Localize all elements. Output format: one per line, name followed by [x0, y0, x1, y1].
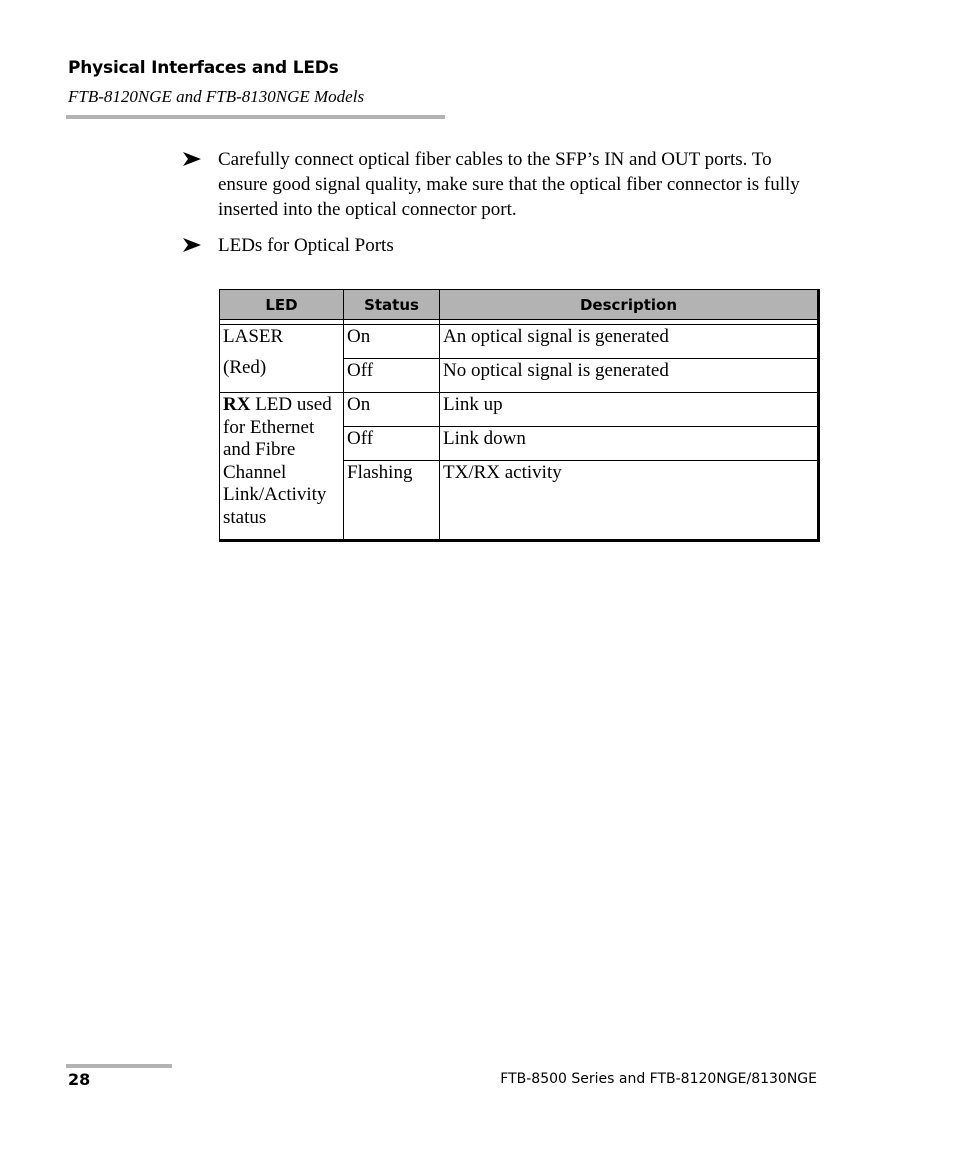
description-cell: An optical signal is generated	[440, 325, 819, 359]
section-subtitle: FTB-8120NGE and FTB-8130NGE Models	[68, 87, 365, 106]
led-table	[219, 289, 820, 542]
column-header-description: Description	[440, 290, 819, 320]
column-header-led: LED	[220, 290, 344, 320]
led-name-bold: RX	[223, 394, 251, 415]
status-cell: On	[344, 393, 440, 427]
bullet-text: LEDs for Optical Ports	[218, 235, 394, 256]
table-row	[220, 325, 819, 359]
footer-divider	[66, 1064, 172, 1068]
description-cell: Link up	[440, 393, 819, 427]
led-cell-laser	[220, 325, 344, 393]
led-name: LASER	[223, 326, 284, 347]
header-divider	[66, 115, 445, 119]
description-cell: No optical signal is generated	[440, 359, 819, 393]
arrowhead-bullet-icon	[182, 151, 202, 167]
section-title: Physical Interfaces and LEDs	[68, 58, 339, 78]
led-cell-rx	[220, 393, 344, 541]
description-cell: TX/RX activity	[440, 461, 819, 541]
description-cell: Link down	[440, 427, 819, 461]
status-cell: Flashing	[344, 461, 440, 541]
status-cell: On	[344, 325, 440, 359]
arrowhead-bullet-icon	[182, 237, 202, 253]
status-cell: Off	[344, 359, 440, 393]
led-name-rest: LED used for Ethernet and Fibre Channel Link/Activity status	[223, 394, 332, 528]
table-header-row	[220, 290, 819, 320]
column-header-status: Status	[344, 290, 440, 320]
footer-product-name: FTB-8500 Series and FTB-8120NGE/8130NGE	[500, 1071, 817, 1087]
bullet-item-leds	[182, 233, 822, 258]
bullet-text: Carefully connect optical fiber cables to the SFP’s IN and OUT ports. To ensure good signal quality, make sure that the optical fiber connector is fully inserted into the optical connector port.	[218, 149, 800, 220]
bullet-item-connect	[182, 147, 822, 222]
status-cell: Off	[344, 427, 440, 461]
table-row	[220, 393, 819, 427]
page-number: 28	[68, 1070, 91, 1089]
led-color: (Red)	[223, 356, 267, 378]
